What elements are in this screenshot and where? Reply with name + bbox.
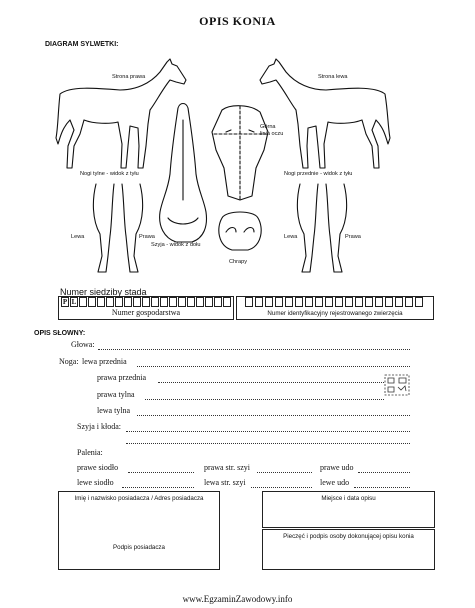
prefix-cell-2: L xyxy=(71,298,77,306)
animal-id-box[interactable] xyxy=(236,296,434,320)
label-prawa-tylna: prawa tylna xyxy=(97,390,135,399)
farm-number-cells[interactable] xyxy=(79,297,231,307)
opis-heading: OPIS SŁOWNY: xyxy=(34,330,86,337)
footer-url: www.EgzaminZawodowy.info xyxy=(182,594,293,604)
field-prawe-udo[interactable] xyxy=(358,472,410,473)
field-szyja-kloda-1[interactable] xyxy=(126,431,410,432)
label-prawe-udo: prawe udo xyxy=(320,463,354,472)
label-numer-siedziby: Numer siedziby stada xyxy=(60,287,147,297)
label-numer-identyfikacyjny: Numer identyfikacyjny rejestrowanego zwierzęcia xyxy=(267,310,403,317)
prefix-cell-1: P xyxy=(62,298,68,306)
farm-number-box[interactable] xyxy=(58,296,234,320)
label-lewe-siodlo: lewe siodło xyxy=(77,478,114,487)
label-numer-gospodarstwa: Numer gospodarstwa xyxy=(111,308,181,317)
horse-silhouette-diagram xyxy=(0,50,475,280)
label-szyja-kloda: Szyja i kłoda: xyxy=(77,422,121,431)
label-place-date: Miejsce i data opisu xyxy=(321,495,376,502)
field-lewe-siodlo[interactable] xyxy=(122,487,194,488)
label-prawa-front: Prawa xyxy=(345,234,361,240)
field-glowa[interactable] xyxy=(98,349,410,350)
field-lewa-str-szyi[interactable] xyxy=(251,487,312,488)
label-prawa-przednia: prawa przednia xyxy=(97,373,147,382)
owner-box[interactable] xyxy=(58,491,220,570)
field-lewa-przednia[interactable] xyxy=(137,366,410,367)
animal-id-cells[interactable] xyxy=(245,297,425,307)
qr-stamp-icon xyxy=(384,374,410,396)
page-title: OPIS KONIA xyxy=(199,14,276,28)
label-glowa: Głowa: xyxy=(71,340,95,349)
label-chrapy: Chrapy xyxy=(229,259,248,265)
diagram-heading: DIAGRAM SYLWETKI: xyxy=(45,41,119,48)
place-date-box[interactable] xyxy=(262,491,435,528)
label-stamp: Pieczęć i podpis osoby dokonującej opisu konia xyxy=(283,533,414,540)
label-owner-sign: Podpis posiadacza xyxy=(113,544,165,551)
field-szyja-kloda-2[interactable] xyxy=(126,443,410,444)
field-prawa-przednia[interactable] xyxy=(158,382,384,383)
label-strona-lewa: Strona lewa xyxy=(318,74,348,80)
label-prawa-str-szyi: prawa str. szyi xyxy=(204,463,250,472)
label-prawe-siodlo: prawe siodło xyxy=(77,463,119,472)
front-legs-rear-outline xyxy=(297,184,346,272)
hind-legs-rear-outline xyxy=(93,184,142,272)
label-nogi-tylne: Nogi tylne - widok z tyłu xyxy=(80,171,139,177)
label-strona-prawa: Strona prawa xyxy=(112,74,146,80)
label-lewa-front: Lewa xyxy=(284,234,298,240)
field-prawa-str-szyi[interactable] xyxy=(257,472,312,473)
label-owner-name: Imię i nazwisko posiadacza / Adres posiadacza xyxy=(74,495,204,502)
label-lewa-hind: Lewa xyxy=(71,234,85,240)
label-lewa-tylna: lewa tylna xyxy=(97,406,131,415)
label-lewe-udo: lewe udo xyxy=(320,478,350,487)
field-prawe-siodlo[interactable] xyxy=(128,472,194,473)
stamp-box[interactable] xyxy=(262,529,435,570)
label-palenia: Palenia: xyxy=(77,448,103,457)
label-gorna-linia-oczu: Górna linia oczu xyxy=(260,124,284,137)
nostrils-outline xyxy=(219,212,261,250)
label-nogi-przednie: Nogi przednie - widok z tyłu xyxy=(284,171,353,177)
neck-underside-outline xyxy=(160,104,207,243)
label-prawa-hind: Prawa xyxy=(139,234,155,240)
field-lewe-udo[interactable] xyxy=(354,487,410,488)
field-lewa-tylna[interactable] xyxy=(137,415,410,416)
label-lewa-str-szyi: lewa str. szyi xyxy=(204,478,246,487)
label-szyja: Szyja - widok z dołu xyxy=(151,242,201,248)
label-lewa-przednia: lewa przednia xyxy=(82,357,127,366)
field-prawa-tylna[interactable] xyxy=(145,399,384,400)
label-noga: Noga: xyxy=(59,357,79,366)
head-front-outline xyxy=(212,106,268,200)
